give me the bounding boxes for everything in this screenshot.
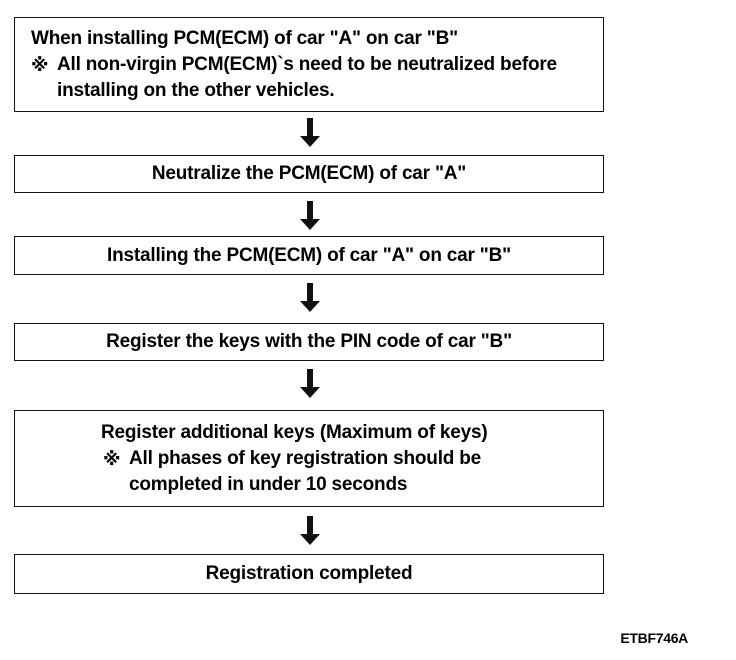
box-title: When installing PCM(ECM) of car "A" on car "B" bbox=[31, 28, 458, 49]
down-arrow-icon bbox=[298, 118, 322, 148]
flow-box-start bbox=[14, 17, 604, 112]
box-title: Register additional keys (Maximum of keys) bbox=[101, 422, 488, 443]
down-arrow-icon bbox=[298, 201, 322, 231]
down-arrow-icon bbox=[298, 369, 322, 399]
note-text: completed in under 10 seconds bbox=[129, 474, 408, 495]
flow-box-register-additional bbox=[14, 410, 604, 507]
flow-box-completed bbox=[14, 554, 604, 594]
flow-box-neutralize bbox=[14, 155, 604, 193]
reference-mark-icon: ※ bbox=[31, 55, 49, 75]
note-text: All non-virgin PCM(ECM)`s need to be neutralized before bbox=[57, 54, 557, 75]
box-title: Register the keys with the PIN code of car "B" bbox=[106, 331, 512, 352]
flow-box-register-pin bbox=[14, 323, 604, 361]
note-line bbox=[31, 78, 603, 104]
reference-mark-icon: ※ bbox=[103, 449, 121, 469]
down-arrow-icon bbox=[298, 516, 322, 546]
note-text: installing on the other vehicles. bbox=[57, 80, 335, 101]
figure-code: ETBF746A bbox=[620, 630, 688, 646]
box-title: Neutralize the PCM(ECM) of car "A" bbox=[151, 163, 467, 184]
note-line bbox=[101, 472, 603, 498]
flow-box-install bbox=[14, 236, 604, 275]
note-text: All phases of key registration should be bbox=[129, 448, 482, 469]
note-line bbox=[101, 446, 603, 472]
down-arrow-icon bbox=[298, 283, 322, 313]
box-title: Registration completed bbox=[205, 563, 413, 584]
note-line bbox=[31, 52, 603, 78]
box-title: Installing the PCM(ECM) of car "A" on car "B" bbox=[107, 244, 511, 266]
